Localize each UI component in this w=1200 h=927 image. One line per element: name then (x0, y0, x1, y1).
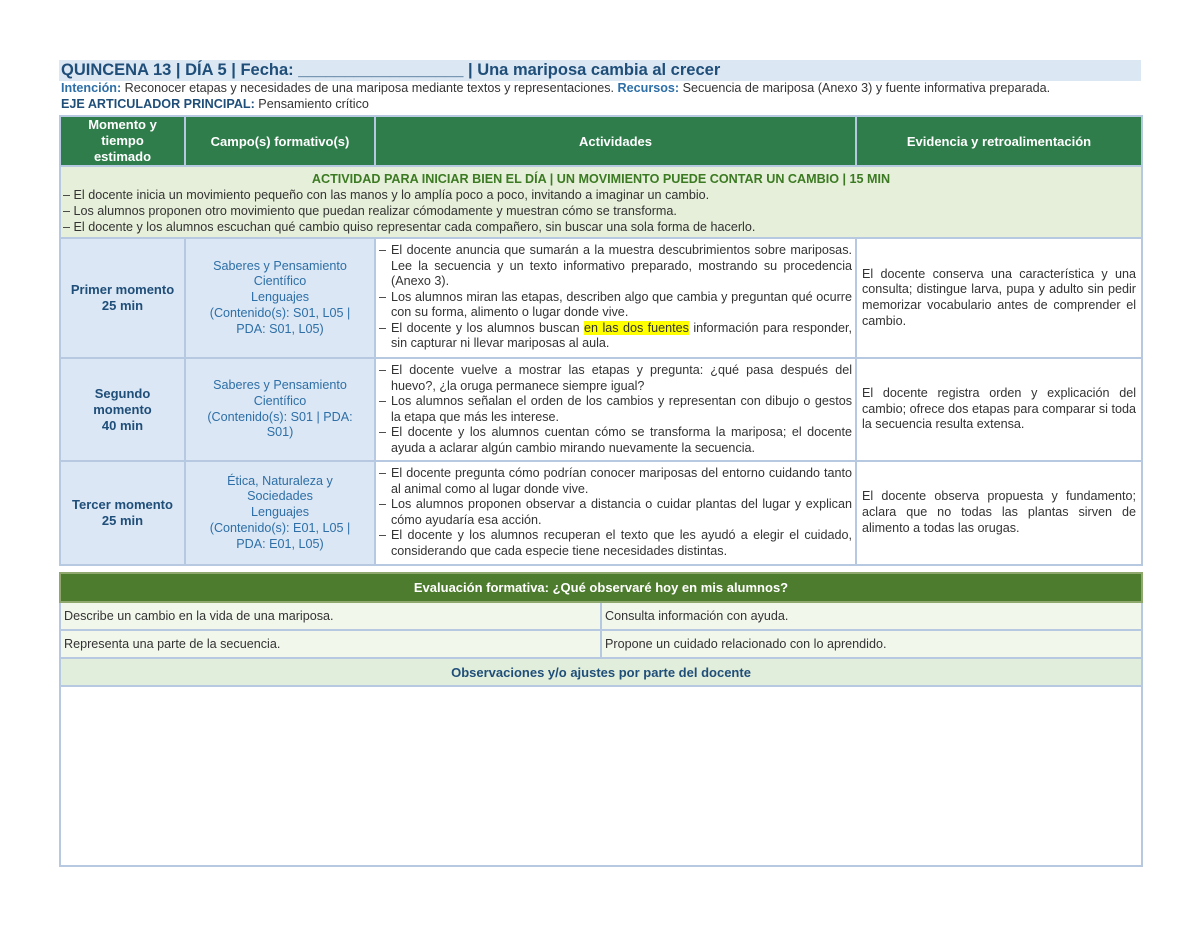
starter-title: ACTIVIDAD PARA INICIAR BIEN EL DÍA | UN MOVIMIENTO PUEDE CONTAR UN CAMBIO | 15 MIN (311, 172, 891, 186)
axis-text: Pensamiento crítico (254, 96, 369, 111)
moment-cell (60, 238, 185, 358)
intention-line (59, 81, 1141, 97)
activities-table (59, 115, 1143, 566)
activity-item: – Los alumnos proponen observar a distancia o cuidar plantas del lugar y explican cómo ayudaría esa acción. (379, 497, 852, 527)
moment-name: Primer momento (70, 282, 175, 297)
evaluation-cell: Describe un cambio en la vida de una mariposa. (60, 602, 601, 630)
activity-item: – Los alumnos señalan el orden de los cambios y representan con dibujo o gestos la etapa que más les interese. (379, 394, 852, 424)
axis-line (59, 97, 1141, 113)
lesson-plan-page (59, 60, 1141, 867)
campo-line: Saberes y Pensamiento (213, 378, 347, 393)
header-evidencia: Evidencia y retroalimentación (856, 116, 1142, 166)
highlighted-text: en las dos fuentes (584, 320, 689, 335)
evidence-cell: El docente conserva una característica y una consulta; distingue larva, pupa y adulto sin pedir memorizar vocabulario antes de comprender el cambio. (856, 238, 1142, 358)
campo-line: Científico (253, 393, 307, 408)
evidence-cell: El docente observa propuesta y fundamento; aclara que no todas las plantas sirven de alimento a todas las orugas. (856, 461, 1142, 565)
starter-cell (60, 166, 1142, 238)
campo-cell (185, 238, 375, 358)
activity-item: – El docente y los alumnos cuentan cómo se transforma la mariposa; el docente ayuda a aclarar algún cambio mirando nuevamente la secuencia. (379, 425, 852, 455)
activities-cell (375, 461, 856, 565)
page-title: QUINCENA 13 | DÍA 5 | Fecha: __________________ | Una mariposa cambia al crecer (59, 60, 1141, 81)
campo-line: Ética, Naturaleza y (227, 473, 333, 488)
activity-item: – El docente y los alumnos recuperan el texto que les ayudó a elegir el cuidado, considerando que cada especie tiene necesidades distintas. (379, 528, 852, 558)
moment-cell (60, 358, 185, 461)
header-momento: Momento y tiempo estimado (60, 116, 185, 166)
campo-line: Sociedades (247, 489, 313, 504)
campo-line: PDA: S01, L05) (236, 321, 324, 336)
moment-cell (60, 461, 185, 565)
evaluation-title: Evaluación formativa: ¿Qué observaré hoy en mis alumnos? (60, 573, 1142, 602)
intention-text: Reconocer etapas y necesidades de una mariposa mediante textos y representaciones. (121, 81, 618, 95)
campo-line: S01) (266, 425, 294, 440)
header-campo: Campo(s) formativo(s) (185, 116, 375, 166)
axis-label: EJE ARTICULADOR PRINCIPAL: (61, 96, 255, 111)
evaluation-cell: Representa una parte de la secuencia. (60, 630, 601, 658)
table-row (60, 238, 1142, 358)
evidence-cell: El docente registra orden y explicación del cambio; ofrece dos etapas para comparar si toda la secuencia resulta extensa. (856, 358, 1142, 461)
resources-text: Secuencia de mariposa (Anexo 3) y fuente informativa preparada. (679, 81, 1051, 95)
observations-title: Observaciones y/o ajustes por parte del docente (60, 658, 1142, 686)
evaluation-table (59, 572, 1143, 867)
activity-item: – El docente vuelve a mostrar las etapas y pregunta: ¿qué pasa después del huevo?, ¿la oruga permanece siempre igual? (379, 363, 852, 393)
campo-cell (185, 358, 375, 461)
moment-time: 25 min (101, 513, 144, 528)
moment-name: Segundo momento (93, 385, 152, 417)
starter-line: – El docente y los alumnos escuchan qué cambio quiso representar cada compañero, sin buscar una sola forma de hacerlo. (63, 220, 756, 234)
activity-item: – El docente anuncia que sumarán a la muestra descubrimientos sobre mariposas. Lee la secuencia y un texto informativo preparado, mostrando su procedencia (Anexo 3). (379, 243, 852, 288)
campo-line: PDA: E01, L05) (236, 536, 324, 551)
observations-area[interactable] (60, 686, 1142, 866)
activity-item: – Los alumnos miran las etapas, describen algo que cambia y preguntan qué ocurre con su forma, alimento o lugar donde vive. (379, 289, 852, 319)
campo-line: (Contenido(s): S01 | PDA: (207, 409, 353, 424)
starter-line: – Los alumnos proponen otro movimiento que puedan realizar cómodamente y muestran cómo se transforma. (63, 204, 677, 218)
campo-line: (Contenido(s): E01, L05 | (209, 520, 351, 535)
moment-name: Tercer momento (72, 497, 173, 512)
starter-line: – El docente inicia un movimiento pequeño con las manos y lo amplía poco a poco, invitando a imaginar un cambio. (63, 188, 710, 202)
activity-item: – El docente y los alumnos buscan en las dos fuentes información para responder, sin capturar ni llevar mariposas al aula. (379, 320, 852, 350)
evaluation-cell: Propone un cuidado relacionado con lo aprendido. (601, 630, 1142, 658)
activities-cell (375, 238, 856, 358)
campo-line: Lenguajes (250, 505, 310, 520)
intention-label: Intención: (61, 81, 122, 95)
campo-line: (Contenido(s): S01, L05 | (209, 305, 351, 320)
moment-time: 25 min (101, 298, 144, 313)
campo-line: Científico (253, 274, 307, 289)
activities-cell (375, 358, 856, 461)
campo-line: Lenguajes (250, 290, 310, 305)
evaluation-cell: Consulta información con ayuda. (601, 602, 1142, 630)
moment-time: 40 min (101, 417, 144, 433)
resources-label: Recursos: (617, 81, 680, 95)
table-header-row (60, 116, 1142, 166)
evaluation-row (60, 630, 1142, 658)
campo-cell (185, 461, 375, 565)
table-row (60, 358, 1142, 461)
evaluation-row (60, 602, 1142, 630)
table-row (60, 461, 1142, 565)
starter-row (60, 166, 1142, 238)
campo-line: Saberes y Pensamiento (213, 258, 347, 273)
header-actividades: Actividades (375, 116, 856, 166)
activity-item: – El docente pregunta cómo podrían conocer mariposas del entorno cuidando tanto al animal como al lugar donde vive. (379, 466, 852, 496)
